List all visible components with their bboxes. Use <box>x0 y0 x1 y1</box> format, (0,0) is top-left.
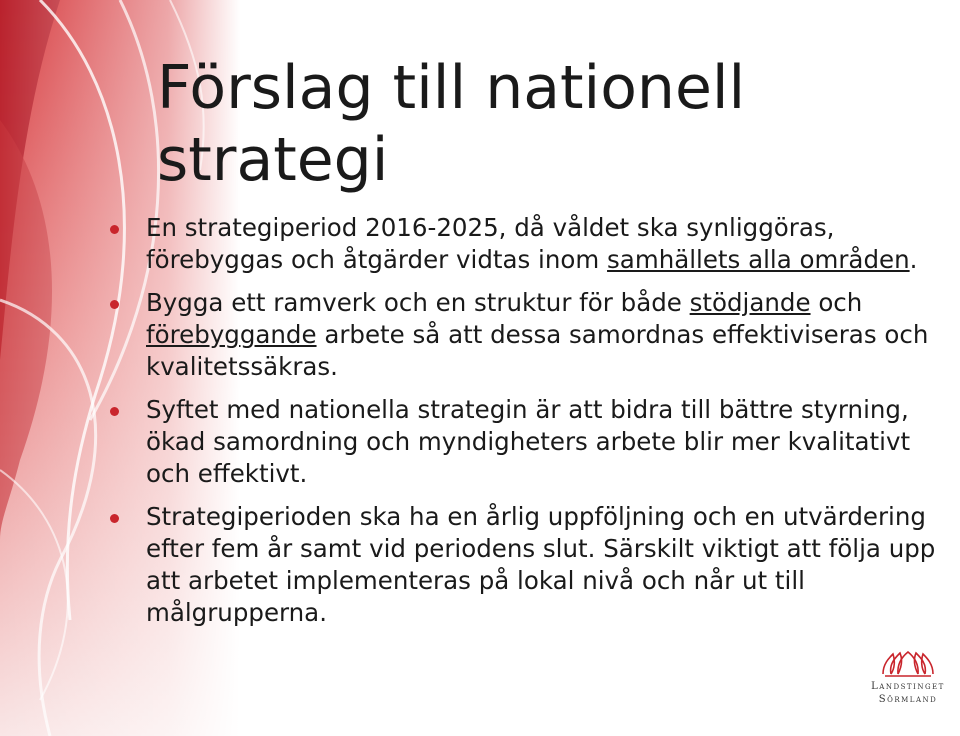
slide-title: Förslag till nationell strategi <box>157 53 746 195</box>
crown-lotus-icon <box>879 650 937 680</box>
bullet-text: Syftet med nationella strategin är att bidra till bättre styrning, ökad samordning och myndigheters arbete blir mer kvalitativt och effektivt. <box>146 395 911 488</box>
bullet-dot-icon <box>110 300 119 309</box>
bullet-list <box>110 212 946 640</box>
organization-logo <box>860 650 956 714</box>
bullet-item <box>110 394 946 490</box>
bullet-dot-icon <box>110 514 119 523</box>
bullet-item <box>110 287 946 383</box>
bullet-text: Strategiperioden ska ha en årlig uppföljning och en utvärdering efter fem år samt vid periodens slut. Särskilt viktigt att följa upp att arbetet implementeras på lokal nivå och når ut till målgrupperna. <box>146 502 936 627</box>
bullet-dot-icon <box>110 225 119 234</box>
bullet-item <box>110 501 946 629</box>
logo-text-line1: Landstinget <box>871 681 945 692</box>
logo-text-line2: Sörmland <box>878 694 938 705</box>
bullet-dot-icon <box>110 407 119 416</box>
bullet-text: Bygga ett ramverk och en struktur för både stödjande och förebyggande arbete så att dessa samordnas effektiviseras och kvalitetssäkras. <box>146 288 929 381</box>
bullet-text: En strategiperiod 2016-2025, då våldet ska synliggöras, förebyggas och åtgärder vidtas inom samhällets alla områden. <box>146 213 918 274</box>
bullet-item <box>110 212 946 276</box>
underlined-phrase: stödjande <box>689 288 811 317</box>
underlined-phrase: samhällets alla områden <box>607 245 910 274</box>
underlined-phrase: förebyggande <box>146 320 317 349</box>
